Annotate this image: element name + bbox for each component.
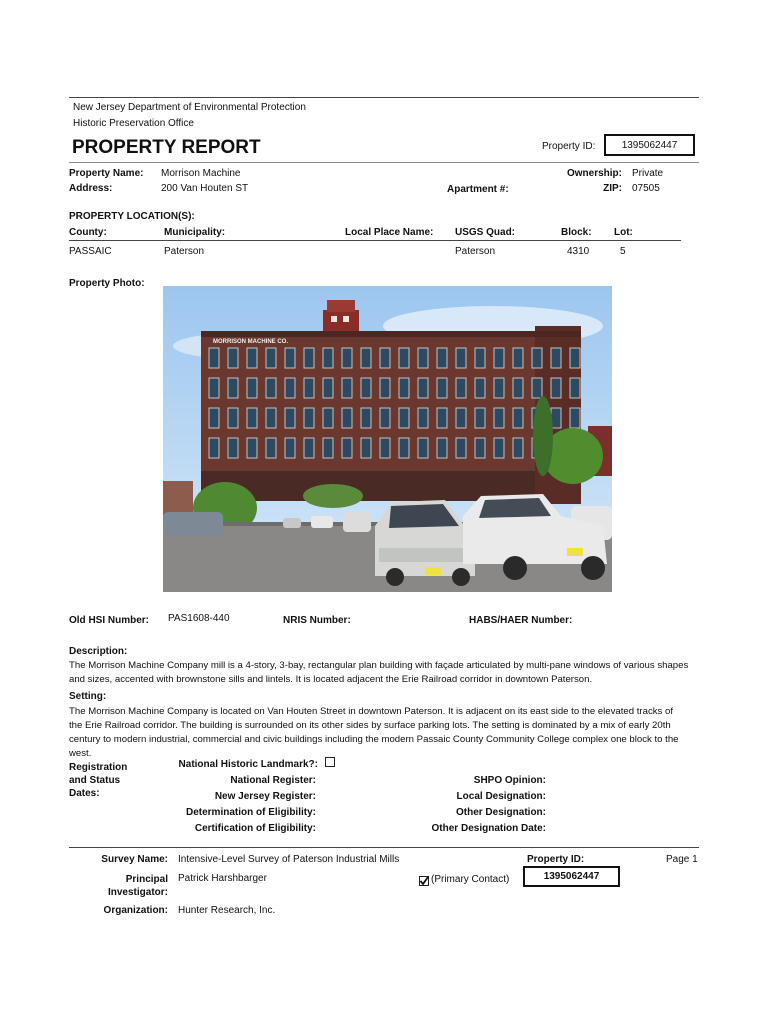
building-window — [513, 348, 523, 368]
building-window — [380, 438, 390, 458]
building-window — [342, 348, 352, 368]
setting-text: The Morrison Machine Company is located on Van Houten Street in downtown Paterson. It is adjacent on its east side to the elevated tracks of the Erie Railroad corridor. The building is surrounded on its other sides by surface parking lots. The setting is dominated by a mix of early 20th century to modern industrial, commercial and civic buildings including the modern Passaic County Community College complex one block to the west. — [69, 706, 679, 759]
address-value: 200 Van Houten ST — [161, 183, 249, 194]
national-register-label: National Register: — [230, 775, 316, 786]
building-window — [570, 378, 580, 398]
pi-label-line1: Principal — [125, 874, 168, 885]
location-header-rule — [69, 240, 681, 241]
building-window — [247, 378, 257, 398]
building-window — [361, 408, 371, 428]
block-value: 4310 — [567, 246, 590, 257]
zip-label: ZIP: — [603, 183, 622, 194]
footer-rule — [69, 847, 699, 848]
building-window — [304, 438, 314, 458]
building-window — [285, 378, 295, 398]
property-photo — [163, 286, 612, 592]
location-section-label: PROPERTY LOCATION(S): — [69, 211, 195, 222]
building-window — [323, 438, 333, 458]
nhl-label: National Historic Landmark?: — [178, 759, 318, 770]
building-window — [570, 408, 580, 428]
building-window — [209, 348, 219, 368]
usgs-header: USGS Quad: — [455, 227, 516, 238]
footer-property-id-box — [523, 866, 620, 887]
building-window — [551, 378, 561, 398]
building-window — [342, 378, 352, 398]
property-name-label: Property Name: — [69, 168, 144, 179]
building-window — [228, 378, 238, 398]
building-window — [513, 378, 523, 398]
building-window — [228, 438, 238, 458]
building-window — [399, 378, 409, 398]
building-window — [209, 438, 219, 458]
building-window — [532, 378, 542, 398]
building-window — [266, 408, 276, 428]
zip-value: 07505 — [632, 183, 660, 194]
building-window — [494, 378, 504, 398]
apartment-label: Apartment #: — [447, 184, 509, 195]
building-window — [304, 348, 314, 368]
building-window — [494, 438, 504, 458]
building-window — [456, 378, 466, 398]
building-window — [418, 438, 428, 458]
registration-label-line1: Registration — [69, 762, 128, 773]
building-window — [418, 378, 428, 398]
address-label: Address: — [69, 183, 113, 194]
building-window — [380, 408, 390, 428]
building-window — [323, 408, 333, 428]
building-window — [323, 378, 333, 398]
building-window — [266, 348, 276, 368]
footer-property-id-value: 1395062447 — [543, 871, 600, 882]
registration-label — [69, 761, 127, 800]
building-window — [342, 408, 352, 428]
building-window — [418, 348, 428, 368]
survey-name-value: Intensive-Level Survey of Paterson Industrial Mills — [178, 854, 400, 865]
building-window — [380, 348, 390, 368]
building-window — [418, 408, 428, 428]
building-window — [399, 348, 409, 368]
nris-label: NRIS Number: — [283, 615, 351, 626]
building-window — [285, 348, 295, 368]
building-window — [437, 438, 447, 458]
title-rule — [69, 162, 699, 163]
building-window — [361, 378, 371, 398]
page-title: PROPERTY REPORT — [72, 137, 261, 158]
building-window — [475, 408, 485, 428]
checkmark-icon — [419, 876, 429, 886]
building-window — [266, 378, 276, 398]
building-window — [304, 408, 314, 428]
description-text: The Morrison Machine Company mill is a 4-story, 3-bay, rectangular plan building with façade articulated by multi-pane windows of various shapes and sizes, accented with brownstone sills and lintels. It is located adjacent the Erie Railroad corridor in downtown Paterson. — [69, 660, 689, 685]
registration-label-line3: Dates: — [69, 788, 100, 799]
property-id-box — [604, 134, 695, 156]
building-window — [475, 378, 485, 398]
building-window — [285, 408, 295, 428]
nhl-checkbox[interactable] — [325, 757, 335, 767]
office-name: Historic Preservation Office — [73, 118, 194, 129]
building-window — [304, 378, 314, 398]
building-window — [570, 348, 580, 368]
primary-contact-label: (Primary Contact) — [431, 874, 510, 885]
coe-label: Certification of Eligibility: — [194, 823, 316, 834]
organization-value: Hunter Research, Inc. — [178, 905, 276, 916]
page-number: Page 1 — [666, 854, 698, 865]
principal-investigator-value: Patrick Harshbarger — [178, 873, 267, 884]
building-window — [475, 438, 485, 458]
building-window — [342, 438, 352, 458]
local-designation-label: Local Designation: — [456, 791, 546, 802]
property-name-value: Morrison Machine — [161, 168, 241, 179]
building-window — [361, 438, 371, 458]
building-window — [494, 348, 504, 368]
building-window — [399, 408, 409, 428]
footer-property-id-label: Property ID: — [527, 854, 585, 865]
property-id-value: 1395062447 — [621, 139, 678, 151]
ownership-label: Ownership: — [566, 168, 622, 179]
building-window — [247, 348, 257, 368]
building-window — [209, 378, 219, 398]
principal-investigator-label — [80, 873, 168, 899]
lot-value: 5 — [620, 246, 626, 257]
building-window — [285, 438, 295, 458]
building-window — [209, 408, 219, 428]
building-window — [247, 408, 257, 428]
habs-label: HABS/HAER Number: — [469, 615, 573, 626]
other-designation-date-label: Other Designation Date: — [431, 823, 546, 834]
block-header: Block: — [561, 227, 592, 238]
old-hsi-value: PAS1608-440 — [168, 613, 230, 624]
building-window — [494, 408, 504, 428]
department-name: New Jersey Department of Environmental Protection — [73, 102, 306, 113]
building-window — [513, 408, 523, 428]
usgs-value: Paterson — [455, 246, 496, 257]
building-window — [437, 408, 447, 428]
primary-contact-checkbox[interactable] — [419, 876, 429, 886]
other-designation-label: Other Designation: — [455, 807, 546, 818]
old-hsi-label: Old HSI Number: — [69, 615, 150, 626]
building-window — [361, 348, 371, 368]
county-value: PASSAIC — [69, 246, 112, 257]
building-window — [475, 348, 485, 368]
nj-register-label: New Jersey Register: — [214, 791, 316, 802]
building-window — [513, 438, 523, 458]
local-place-header: Local Place Name: — [345, 227, 434, 238]
shpo-label: SHPO Opinion: — [473, 775, 546, 786]
top-rule — [69, 97, 699, 98]
municipality-value: Paterson — [164, 246, 205, 257]
building-window — [228, 408, 238, 428]
building-window — [266, 438, 276, 458]
setting-label: Setting: — [69, 691, 107, 702]
description-label: Description: — [69, 646, 128, 657]
ownership-value: Private — [632, 168, 664, 179]
property-id-label: Property ID: — [542, 141, 596, 152]
lot-header: Lot: — [614, 227, 633, 238]
building-window — [456, 348, 466, 368]
building-sign: MORRISON MACHINE CO. — [213, 339, 288, 345]
building-window — [380, 378, 390, 398]
registration-label-line2: and Status — [69, 775, 121, 786]
building-window — [323, 348, 333, 368]
county-header: County: — [69, 227, 107, 238]
building-window — [437, 348, 447, 368]
building-window — [551, 348, 561, 368]
doe-label: Determination of Eligibility: — [185, 807, 316, 818]
property-photo-label: Property Photo: — [69, 278, 145, 289]
building-window — [532, 348, 542, 368]
survey-name-label: Survey Name: — [101, 854, 168, 865]
building-window — [456, 438, 466, 458]
organization-label: Organization: — [103, 905, 168, 916]
building-window — [247, 438, 257, 458]
municipality-header: Municipality: — [164, 227, 226, 238]
building-window — [437, 378, 447, 398]
building-window — [228, 348, 238, 368]
building-window — [399, 438, 409, 458]
building-window — [456, 408, 466, 428]
pi-label-line2: Investigator: — [107, 887, 168, 898]
